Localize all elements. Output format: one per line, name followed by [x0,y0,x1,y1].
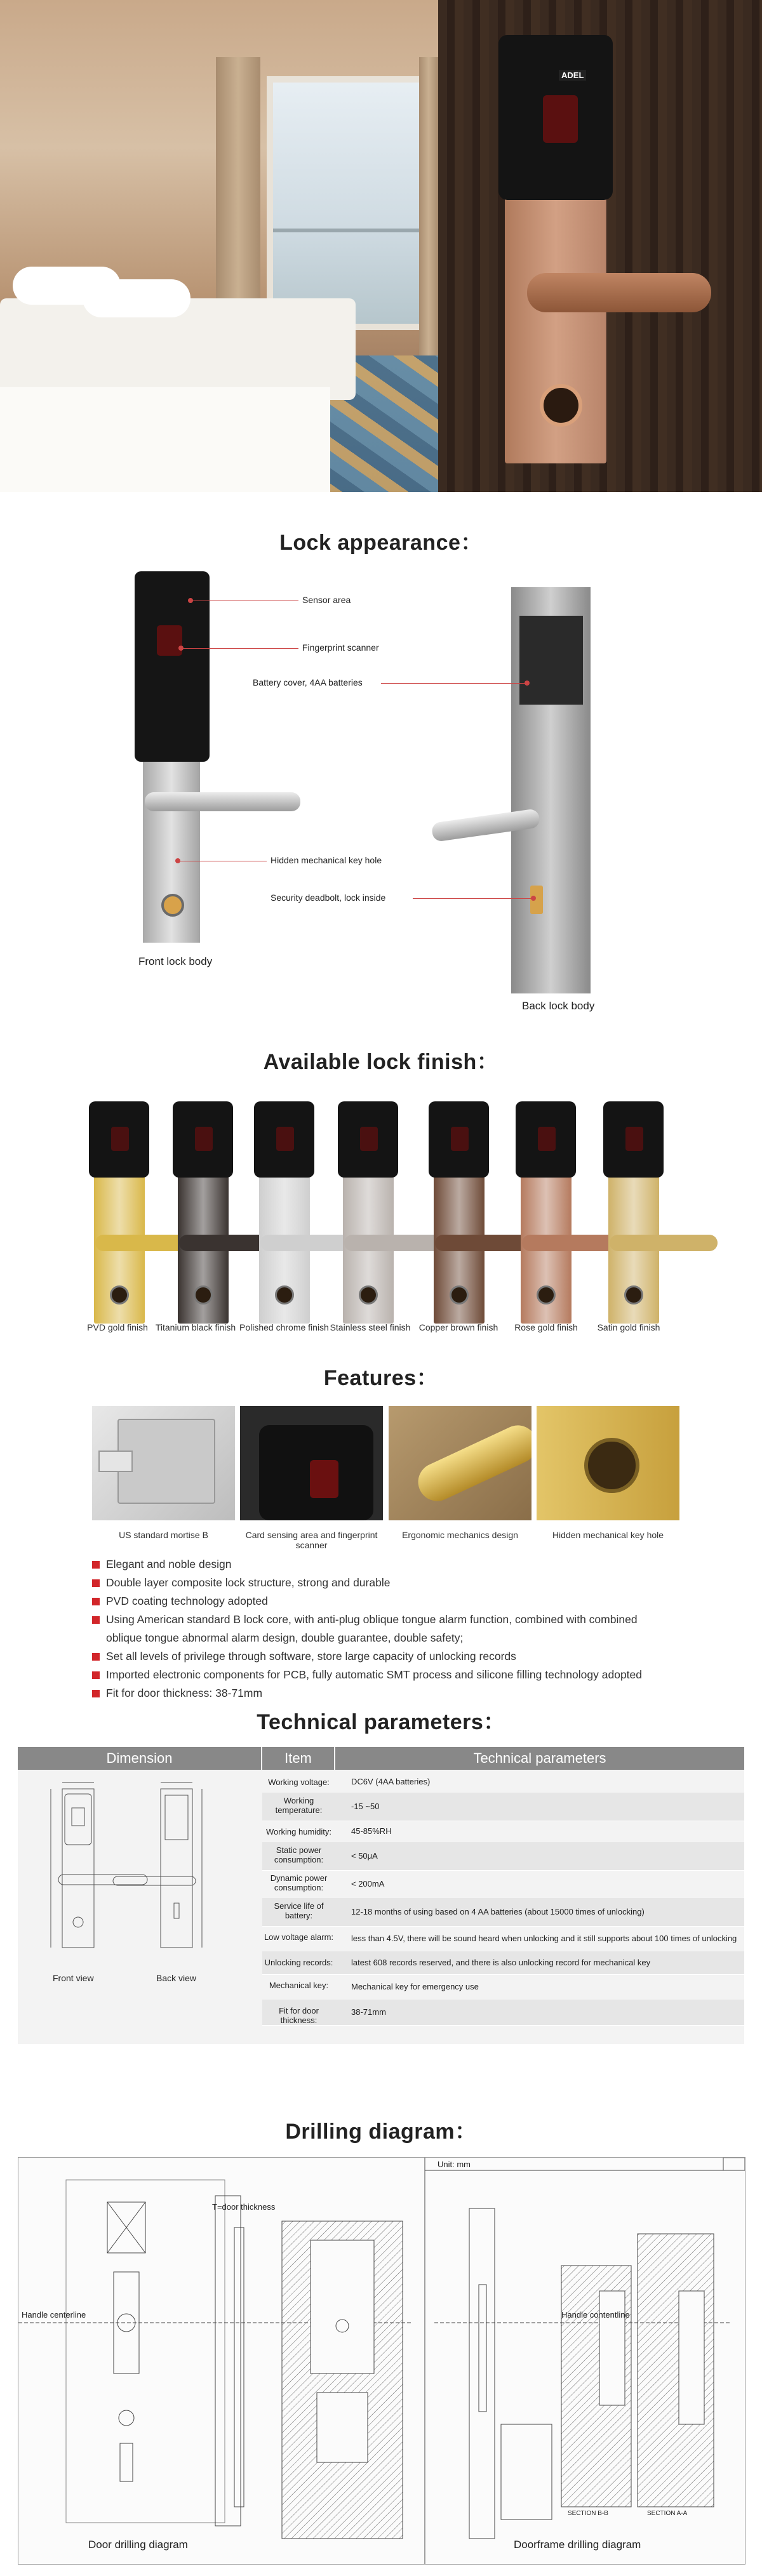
tech-item: Working voltage: [268,1777,330,1787]
doorframe-drilling-label: Doorframe drilling diagram [514,2539,641,2551]
front-view-label: Front view [53,1973,94,1983]
hero-banner [0,0,762,492]
tech-item: Working temperature: [275,1796,323,1815]
tech-value: less than 4.5V, there will be sound heard when unlocking and it still supports about 100 times of unlocking [351,1934,737,1943]
finish-lock [173,1101,233,1317]
finish-keyhole [450,1285,469,1305]
finish-label: Polished chrome finish [239,1322,329,1332]
tech-row [262,1771,744,1793]
front-keyhole [161,894,184,917]
finish-keyhole [537,1285,556,1305]
room-window [267,76,425,330]
tech-value: Mechanical key for emergency use [351,1982,479,1991]
door-thickness-label: T=door thickness [212,2202,276,2212]
tech-table [18,1747,744,2044]
technical-parameters-section [0,1701,762,2108]
callout-line [413,898,533,899]
finish-lock-head [338,1101,398,1178]
tech-row [262,1951,744,1975]
feature-caption: Ergonomic mechanics design [402,1530,518,1540]
dimension-drawing [18,1770,262,2044]
section-bb-label: SECTION B-B [568,2510,608,2517]
key-cylinder [540,384,582,427]
finish-lock [254,1101,314,1317]
lock-appearance-section [0,492,762,1038]
finish-label: Stainless steel finish [330,1322,411,1332]
front-lock-label: Front lock body [138,955,213,967]
features-section [0,1355,762,1701]
finish-label: Copper brown finish [418,1322,498,1332]
callout-line [381,683,527,684]
hotel-room-photo [0,0,438,492]
tech-row [262,1793,744,1821]
finish-lock [603,1101,664,1317]
finish-keyhole [275,1285,294,1305]
finish-lock [429,1101,489,1317]
lock-handle [527,273,711,312]
header-dimension: Dimension [18,1747,261,1770]
feature-caption: Hidden mechanical key hole [552,1530,664,1540]
tech-item: Working humidity: [265,1827,332,1836]
tech-row [262,1974,744,2000]
brand-badge: ADEL [559,70,586,81]
finish-keyhole [194,1285,213,1305]
unit-label: Unit: mm [438,2160,471,2169]
finish-keyhole [359,1285,378,1305]
callout-dot [525,681,530,686]
finish-label: Titanium black finish [155,1322,236,1332]
drilling-svg [18,2158,745,2564]
tech-item: Mechanical key: [269,1981,329,1990]
section-title: Lock appearance： [279,531,483,555]
feature-bullet: Double layer composite lock structure, strong and durable [92,1574,664,1592]
section-title: Drilling diagram： [285,2120,477,2144]
tech-item: Unlocking records: [264,1958,333,1967]
tech-value: DC6V (4AA batteries) [351,1777,431,1786]
pillow [83,279,190,317]
finish-lock [338,1101,398,1317]
drilling-diagram-section [0,2108,762,2576]
feature-photo-mortise [92,1406,235,1520]
handle-contentline-label: Handle contentline [561,2310,630,2320]
tech-value: 12-18 months of using based on 4 AA batteries (about 15000 times of unlocking) [351,1907,645,1916]
handle-centerline-label: Handle centerline [22,2310,86,2320]
callout-dot [531,896,536,901]
feature-caption: US standard mortise B [119,1530,208,1540]
finish-lock-head [603,1101,664,1178]
door-drilling-label: Door drilling diagram [88,2539,188,2551]
callout-sensor: Sensor area [302,595,351,605]
finish-lock-head [254,1101,314,1178]
finish-lock-head [516,1101,576,1178]
section-aa-label: SECTION A-A [647,2510,688,2517]
feature-bullet: PVD coating technology adopted [92,1592,664,1610]
tech-item: Dynamic power consumption: [270,1873,328,1892]
finish-lock [89,1101,149,1317]
finish-keyhole [110,1285,129,1305]
feature-bullet: Elegant and noble design [92,1555,664,1574]
finish-lock-head [429,1101,489,1178]
finish-lock-head [173,1101,233,1178]
callout-fingerprint: Fingerprint scanner [302,642,379,653]
tech-item: Low voltage alarm: [264,1932,334,1942]
callout-keyhole: Hidden mechanical key hole [271,855,382,865]
back-lock-label: Back lock body [522,1000,595,1012]
back-view-label: Back view [156,1973,197,1983]
lock-head [498,35,613,200]
front-lock-head [135,571,210,762]
tech-row [262,1898,744,1927]
header-item: Item [262,1747,334,1770]
feature-caption: Card sensing area and fingerprint scanner [245,1530,378,1550]
finish-lock [516,1101,576,1317]
feature-photo-handle [389,1406,531,1520]
tech-value: 45-85%RH [351,1826,392,1836]
feature-list [92,1555,664,1703]
tech-value: 38-71mm [351,2007,386,2017]
callout-dot [175,858,180,863]
feature-photo-keyhole [537,1406,679,1520]
bed-front [0,387,330,492]
tech-value: < 50μA [351,1851,378,1861]
section-title: Features： [323,1366,439,1390]
tech-item: Static power consumption: [274,1845,324,1864]
tech-item: Service life of battery: [274,1901,324,1920]
section-title: Technical parameters： [257,1710,505,1734]
feature-bullet: Fit for door thickness: 38-71mm [92,1684,664,1703]
tech-row [262,1821,744,1843]
section-title: Available lock finish： [263,1050,499,1074]
tech-value: -15 ~50 [351,1802,380,1811]
feature-photo-fingerprint [240,1406,383,1520]
finish-label: Satin gold finish [597,1322,660,1332]
drilling-diagram [18,2157,745,2565]
finish-label: Rose gold finish [514,1322,578,1332]
lock-finish-section [0,1038,762,1355]
curtain-right [419,57,438,355]
tech-item: Fit for door thickness: [279,2006,319,2025]
finish-keyhole [624,1285,643,1305]
feature-bullet: Imported electronic components for PCB, fully automatic SMT process and silicone filling technology adopted [92,1666,664,1684]
feature-bullet: Using American standard B lock core, with anti-plug oblique tongue alarm function, combined with combined oblique tongue abnormal alarm design, double guarantee, double safety; [92,1610,664,1647]
finish-label: PVD gold finish [87,1322,148,1332]
header-params: Technical parameters [335,1747,744,1770]
front-lock-handle [145,792,300,811]
callout-dot [178,646,184,651]
tech-row [262,1870,744,1899]
tech-value: latest 608 records reserved, and there is also unlocking record for mechanical key [351,1958,651,1967]
callout-dot [188,598,193,603]
battery-cover [519,616,583,705]
tech-row [262,1842,744,1871]
callout-line [181,648,298,649]
tech-value: < 200mA [351,1879,385,1889]
finish-lock-head [89,1101,149,1178]
callout-deadbolt: Security deadbolt, lock inside [271,893,386,903]
tech-row [262,1926,744,1952]
callout-battery: Battery cover, 4AA batteries [253,677,363,687]
finish-handle [610,1235,718,1251]
tech-row [262,2000,744,2026]
dimension-svg [18,1770,262,2044]
feature-bullet: Set all levels of privilege through software, store large capacity of unlocking records [92,1647,664,1666]
